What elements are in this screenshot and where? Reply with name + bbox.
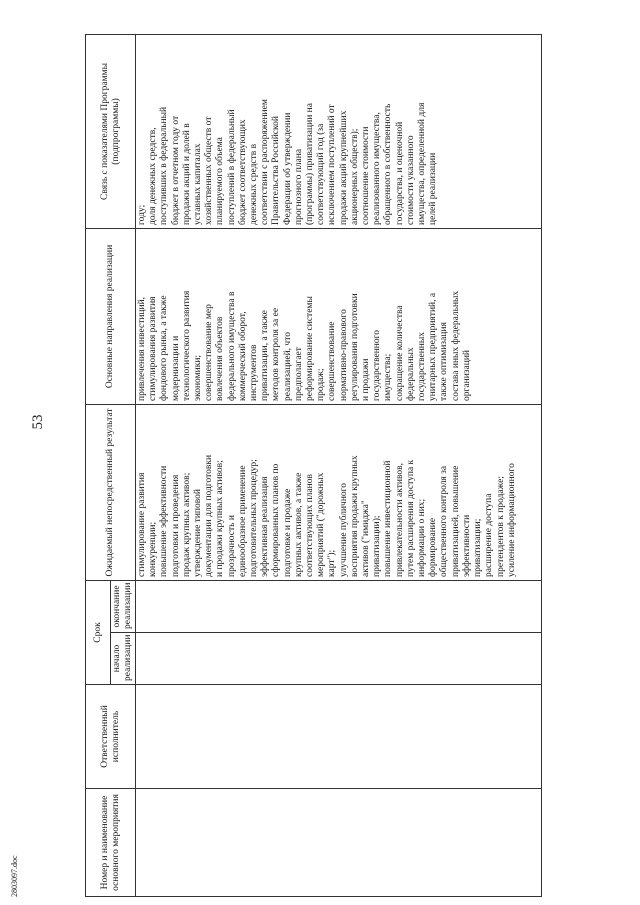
cell-executor — [136, 685, 542, 789]
text-line: унитарных предприятий, а — [428, 292, 439, 401]
text-line: государственных — [417, 331, 428, 401]
text-line: конкуренции; — [148, 521, 159, 577]
text-line: эффективная реализация — [260, 476, 271, 577]
text-line: поступлений в федеральный — [226, 109, 237, 225]
text-line: имущества; — [383, 353, 394, 401]
text-line: реализованного имущества, — [372, 112, 383, 225]
text-line: имущества, определенной для — [417, 102, 428, 225]
text-line: усиление информационного — [506, 463, 517, 577]
text-line: сокращение количества — [394, 305, 405, 401]
cell-program-link — [136, 34, 542, 228]
page-number: 53 — [30, 414, 46, 430]
text-line: вовлечения объектов — [215, 316, 226, 401]
text-line: коммерческий оборот, — [237, 311, 248, 401]
text-line: (программы) приватизации на — [305, 103, 316, 225]
text-line: фондового рынка, а также — [159, 295, 170, 401]
text-line: продажи акций крупнейших — [338, 110, 349, 225]
text-line: хозяйственных обществ от — [204, 116, 215, 225]
text-line: Правительства Российской — [271, 116, 282, 225]
measures-table — [85, 34, 542, 897]
text-line: общественного контроля за — [439, 465, 450, 577]
text-line: формирование — [428, 517, 439, 577]
text-line: году; — [137, 204, 147, 225]
footer-document-id: 2803097.doc — [10, 855, 19, 897]
cell-measure — [136, 789, 542, 897]
text-line: приватизацией, повышение — [450, 465, 461, 577]
text-line: федерального имущества в — [226, 291, 237, 401]
table-row — [136, 34, 542, 896]
text-line: продажи акций и долей в — [181, 123, 192, 225]
text-line: доля денежных средств, — [148, 127, 159, 225]
header-executor: Ответственный исполнитель — [86, 685, 136, 789]
text-line: целей реализации — [428, 152, 439, 225]
text-line: и продажи крупных активов; — [215, 460, 226, 577]
header-program-link: Связь с показателями Программы (подпрограммы) — [86, 34, 136, 228]
text-line: соответствующий год (за — [316, 123, 327, 225]
text-line: информации о них; — [417, 498, 428, 577]
text-line: приватизации, а также — [260, 310, 271, 401]
header-main-directions: Основные направления реализации — [86, 228, 136, 404]
text-line: реализацией, что — [282, 332, 293, 401]
text-line: бюджет в отчетном году от — [170, 115, 181, 225]
text-line: и продажи — [361, 358, 372, 401]
text-line: поступивших в федеральный — [159, 106, 170, 225]
text-line: бюджет соответствующих — [237, 119, 248, 225]
text-line: инструментов — [249, 344, 260, 401]
text-line: обращенного в собственность — [383, 103, 394, 225]
text-line: карт"); — [327, 549, 338, 577]
text-line: утверждение типовой — [193, 488, 204, 577]
text-line: государства, и оценочной — [394, 121, 405, 225]
text-line: повышение эффективности — [159, 465, 170, 577]
text-line: единообразное применение — [237, 465, 248, 577]
text-line: привлечения инвестиций, — [137, 296, 147, 401]
text-line: регулирования подготовки — [349, 293, 360, 401]
text-line: стоимости указанного — [405, 135, 416, 225]
text-line: совершенствование мер — [204, 304, 215, 401]
text-line: крупных активов, а также — [293, 472, 304, 577]
text-line: нормативно-правового — [338, 309, 349, 401]
text-line: приватизации; — [473, 518, 484, 577]
text-line: привлекательности активов, — [394, 462, 405, 577]
text-line: расширение доступа — [484, 493, 495, 577]
text-line: претендентов к продаже; — [495, 476, 506, 577]
text-line: приватизации); — [372, 515, 383, 577]
text-line: соотношение стоимости — [361, 126, 372, 225]
rotated-table-container — [85, 35, 542, 897]
cell-expected-result — [136, 404, 542, 580]
text-line: также оптимизация — [439, 322, 450, 401]
header-expected-result: Ожидаемый непосредственный результат — [86, 404, 136, 580]
text-line: документации для подготовки — [204, 454, 215, 577]
text-line: соответствии с распоряжением — [260, 99, 271, 225]
text-line: акционерных обществ); — [349, 128, 360, 225]
text-line: восприятия продажи крупных — [349, 455, 360, 577]
text-line: исключением поступлений от — [327, 104, 338, 225]
text-line: государственного — [372, 329, 383, 401]
text-line: федеральных — [405, 347, 416, 401]
text-line: реформирование системы — [305, 296, 316, 401]
text-line: состава иных федеральных — [450, 290, 461, 401]
text-line: технологического развития — [181, 290, 192, 401]
text-line: организаций — [461, 349, 472, 401]
text-line: улучшение публичного — [338, 482, 349, 577]
text-line: прозрачность и — [226, 515, 237, 577]
cell-term-end — [136, 580, 542, 632]
text-line: мероприятий ("дорожных — [316, 472, 327, 577]
text-line: планируемого объема — [215, 137, 226, 225]
text-line: предполагает — [293, 347, 304, 401]
header-term-end: окончание реализации — [111, 580, 136, 632]
header-term-start: начало реализации — [111, 633, 136, 685]
text-line: продаж крупных активов; — [181, 472, 192, 577]
text-line: соответствующих планов — [305, 474, 316, 577]
text-line: стимулирования развития — [148, 296, 159, 401]
cell-term-start — [136, 633, 542, 685]
text-line: подготовки и проведения — [170, 474, 181, 577]
text-line: подготовительных процедур; — [249, 459, 260, 577]
text-line: уставных капиталах — [193, 143, 204, 225]
text-line: модернизации и — [170, 335, 181, 401]
text-line: продаж; — [316, 368, 327, 401]
text-line: путем расширения доступа к — [405, 459, 416, 577]
text-line: прогнозного плана — [293, 148, 304, 225]
text-line: экономики; — [193, 354, 204, 401]
text-line: эффективности — [461, 514, 472, 577]
header-term: Срок — [86, 580, 111, 684]
text-line: денежных средств в — [249, 143, 260, 225]
cell-main-directions — [136, 228, 542, 404]
text-line: активов ("имиджа" — [361, 500, 372, 577]
text-line: повышение инвестиционной — [383, 460, 394, 577]
text-line: стимулирование развития — [137, 472, 147, 577]
text-line: подготовке и продаже — [282, 488, 293, 577]
text-line: сформированных планов по — [271, 463, 282, 577]
text-line: совершенствование — [327, 321, 338, 401]
text-line: Федерации об утверждении — [282, 112, 293, 225]
text-line: методов контроля за ее — [271, 307, 282, 401]
header-measure: Номер и наименование основного мероприятия — [86, 789, 136, 897]
